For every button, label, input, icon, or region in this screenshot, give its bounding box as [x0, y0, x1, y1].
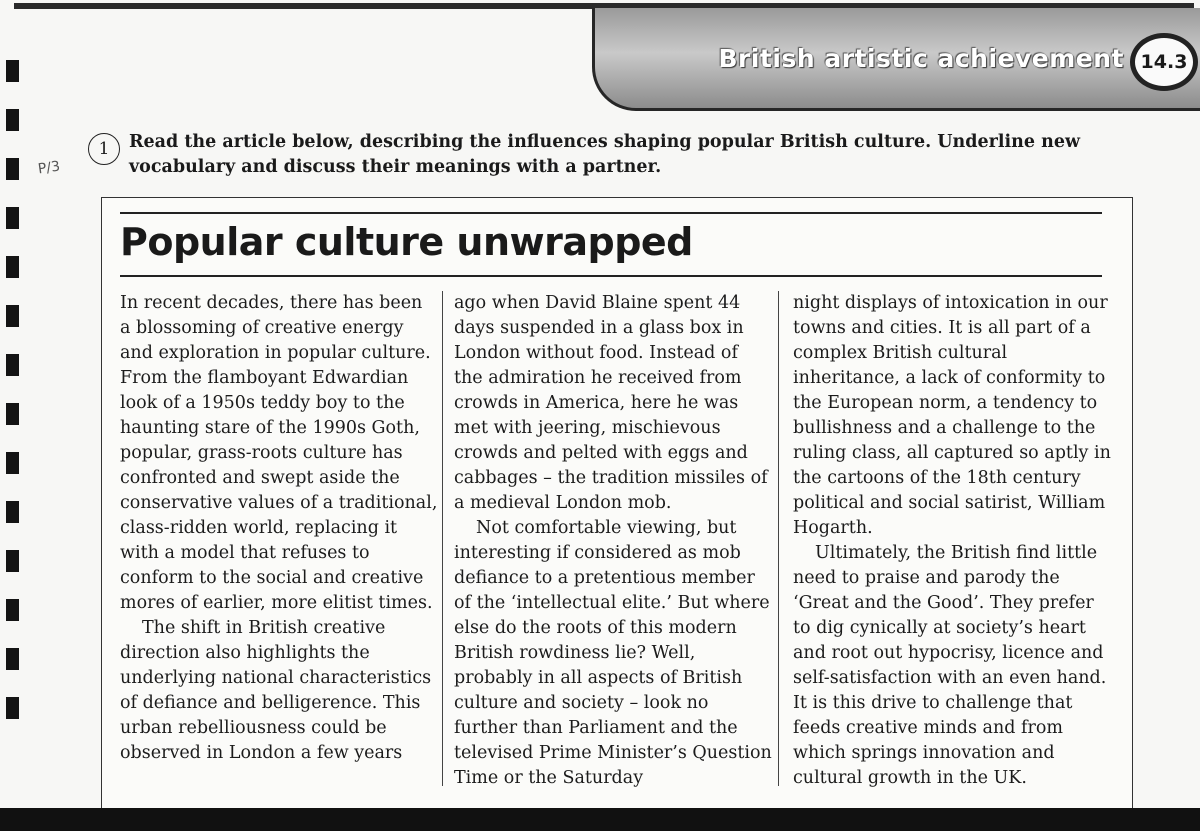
title-rule-bottom: [120, 275, 1102, 277]
article-column-3: [793, 291, 1113, 791]
paragraph: Ultimately, the British find little need to praise and parody the ‘Great and the Good’. They prefer to dig cynically at society’s heart and root out hypocrisy, licence and self-satisfaction with an even hand. It is this drive to challenge that feeds creative minds and from which springs innovation and cultural growth in the UK.: [793, 543, 1107, 788]
paragraph: ago when David Blaine spent 44 days suspended in a glass box in London without food. Instead of the admiration he received from crowds in America, here he was met with jeering, mischievous crowds and pelted with eggs and cabbages – the tradition missiles of a medieval London mob.: [454, 293, 768, 513]
column-divider: [778, 291, 779, 786]
paragraph: Not comfortable viewing, but interesting if considered as mob defiance to a pretentious member of the ‘intellectual elite.’ But where else do the roots of this modern British rowdiness lie? Well, probably in all aspects of British culture and society – look no further than Parliament and the televised Prime Minister’s Question Time or the Saturday: [454, 518, 772, 788]
article-column-1: [120, 291, 438, 766]
section-title: British artistic achievement: [718, 44, 1124, 73]
paragraph: night displays of intoxication in our towns and cities. It is all part of a complex British cultural inheritance, a lack of conformity to the European norm, a tendency to bullishness and a challenge to the ruling class, all captured so aptly in the cartoons of the 18th century political and social satirist, William Hogarth.: [793, 293, 1111, 538]
article-column-2: [454, 291, 772, 791]
paragraph: In recent decades, there has been a blossoming of creative energy and exploration in popular culture. From the flamboyant Edwardian look of a 1950s teddy boy to the haunting stare of the 1990s Goth, popular, grass-roots culture has confronted and swept aside the conservative values of a traditional, class-ridden world, replacing it with a model that refuses to conform to the social and creative mores of earlier, more elitist times.: [120, 293, 438, 613]
scan-bottom-edge: [0, 808, 1200, 831]
exercise-instruction: Read the article below, describing the influences shaping popular British culture. Underline new vocabulary and discuss their meanings with a partner.: [129, 132, 1081, 177]
title-rule-top: [120, 212, 1102, 214]
paragraph: The shift in British creative direction also highlights the underlying national characteristics of defiance and belligerence. This urban rebelliousness could be observed in London a few years: [120, 618, 432, 763]
handwritten-margin-note: P/3: [36, 158, 62, 178]
article-title: Popular culture unwrapped: [120, 220, 693, 264]
unit-number-badge: 14.3: [1130, 33, 1198, 91]
binder-holes: [6, 60, 20, 746]
column-divider: [442, 291, 443, 786]
exercise-number: 1: [88, 133, 120, 165]
article-box: [101, 197, 1133, 817]
